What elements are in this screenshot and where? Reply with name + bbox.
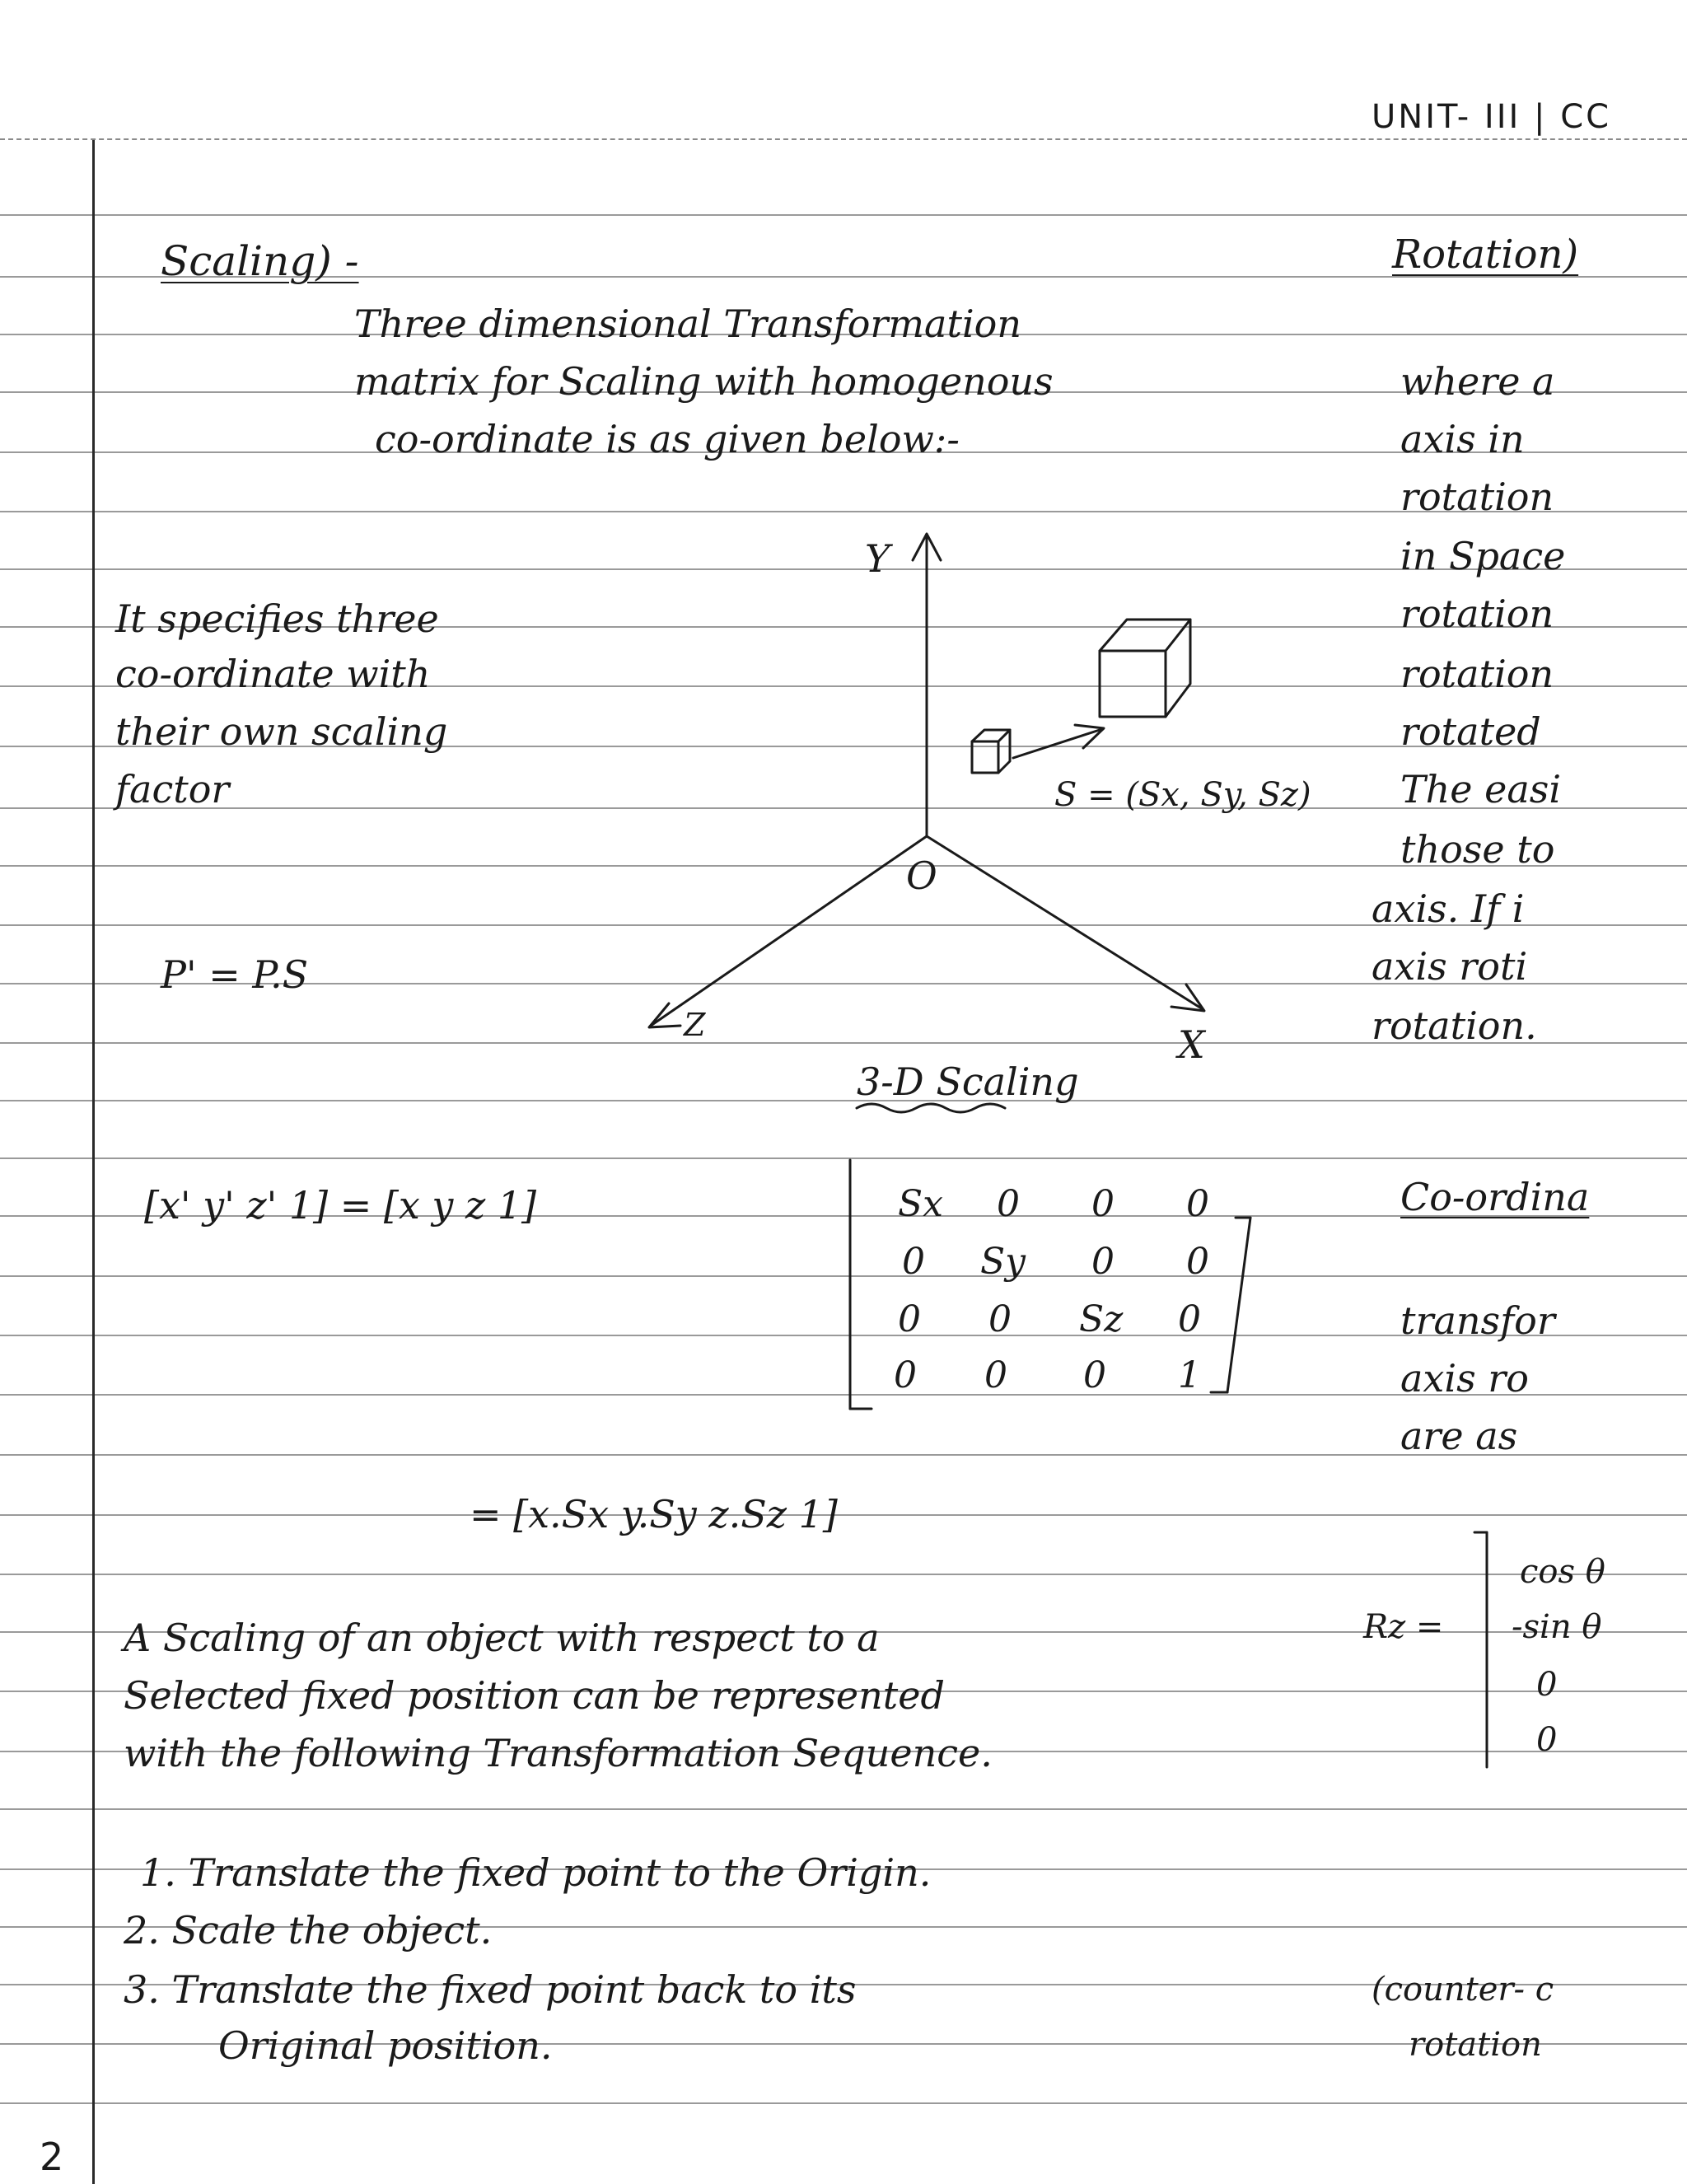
coordinate-heading: Co-ordina (1400, 1175, 1590, 1219)
matrix-cell: 0 (1091, 1241, 1115, 1283)
side-note-line-4: factor (115, 767, 230, 811)
matrix-cell: 0 (1186, 1241, 1209, 1283)
step-2: 2. Scale the object. (124, 1908, 493, 1953)
z-axis-label: Z (684, 1007, 706, 1043)
rotation-line: those to (1400, 827, 1555, 872)
rotation-heading: Rotation) (1392, 231, 1579, 278)
matrix-cell: 0 (898, 1298, 921, 1340)
rotation-line: where a (1400, 359, 1555, 404)
matrix-cell: 0 (1186, 1183, 1209, 1225)
rotation-line-2: are as (1400, 1414, 1518, 1458)
page-number: 2 (40, 2135, 64, 2179)
diagram-caption: 3-D Scaling (857, 1059, 1079, 1104)
scaling-equation: P' = P.S (161, 952, 309, 997)
side-note-line-2: co-ordinate with (115, 652, 431, 696)
fixed-position-line-2: Selected fixed position can be represented (124, 1673, 945, 1718)
large-cube (1100, 620, 1190, 717)
rz-label: Rz = (1363, 1608, 1444, 1646)
origin-label: O (906, 853, 937, 898)
rotation-line: rotation (1400, 652, 1554, 696)
matrix-cell: 0 (1083, 1354, 1106, 1396)
matrix-cell: 0 (1178, 1298, 1201, 1340)
scaling-heading: Scaling) - (161, 237, 359, 285)
rotation-line: in Space (1400, 534, 1566, 578)
step-3: 3. Translate the fixed point back to its (124, 1967, 857, 2012)
intro-line-3: co-ordinate is as given below:- (375, 417, 960, 461)
matrix-cell: 0 (894, 1354, 917, 1396)
matrix-cell: Sz (1079, 1298, 1124, 1340)
caption-squiggle (857, 1104, 1005, 1112)
fixed-position-line-1: A Scaling of an object with respect to a (124, 1616, 880, 1660)
rz-cell: 0 (1536, 1666, 1558, 1704)
z-axis (651, 836, 927, 1026)
rotation-line: rotation (1400, 592, 1554, 636)
step-1: 1. Translate the fixed point to the Origin. (140, 1850, 932, 1895)
rotation-line: rotated (1400, 709, 1541, 754)
matrix-cell: 0 (1091, 1183, 1115, 1225)
counter-note: (counter- c (1372, 1971, 1554, 2009)
rotation-line: axis. If i (1372, 886, 1525, 931)
matrix-cell: 0 (997, 1183, 1020, 1225)
scale-vector-label: S = (Sx, Sy, Sz) (1054, 776, 1311, 814)
matrix-cell: Sy (980, 1241, 1026, 1283)
matrix-result: = [x.Sx y.Sy z.Sz 1] (470, 1492, 838, 1536)
x-axis (927, 836, 1203, 1009)
rotation-line: rotation (1400, 475, 1554, 519)
matrix-cell: 0 (984, 1354, 1007, 1396)
fixed-position-line-3: with the following Transformation Sequence. (124, 1731, 993, 1775)
rotation-line-2: transfor (1400, 1298, 1555, 1343)
matrix-cell: Sx (898, 1183, 943, 1225)
side-note-line-3: their own scaling (115, 709, 448, 754)
intro-line-1: Three dimensional Transformation (354, 302, 1021, 346)
counter-note-2: rotation (1409, 2026, 1542, 2064)
step-3-continued: Original position. (218, 2023, 553, 2068)
matrix-cell: 0 (902, 1241, 925, 1283)
rz-cell: cos θ (1520, 1553, 1605, 1591)
small-cube (972, 730, 1010, 773)
matrix-cell: 0 (988, 1298, 1012, 1340)
intro-line-2: matrix for Scaling with homogenous (354, 359, 1054, 404)
rz-cell: 0 (1536, 1721, 1558, 1759)
rotation-line: rotation. (1372, 1003, 1537, 1048)
rotation-line: axis in (1400, 417, 1525, 461)
matrix-right-bracket (1227, 1218, 1250, 1392)
side-note-line-1: It specifies three (115, 596, 439, 641)
unit-header: UNIT- III | CC (1372, 98, 1612, 136)
rotation-line: The easi (1400, 767, 1562, 811)
x-axis-label: X (1178, 1022, 1205, 1067)
matrix-lhs: [x' y' z' 1] = [x y z 1] (144, 1183, 537, 1228)
rotation-line: axis roti (1372, 944, 1528, 989)
rotation-line-2: axis ro (1400, 1356, 1529, 1401)
matrix-cell: 1 (1178, 1354, 1201, 1396)
rz-cell: -sin θ (1512, 1608, 1602, 1646)
y-axis-label: Y (865, 536, 890, 581)
